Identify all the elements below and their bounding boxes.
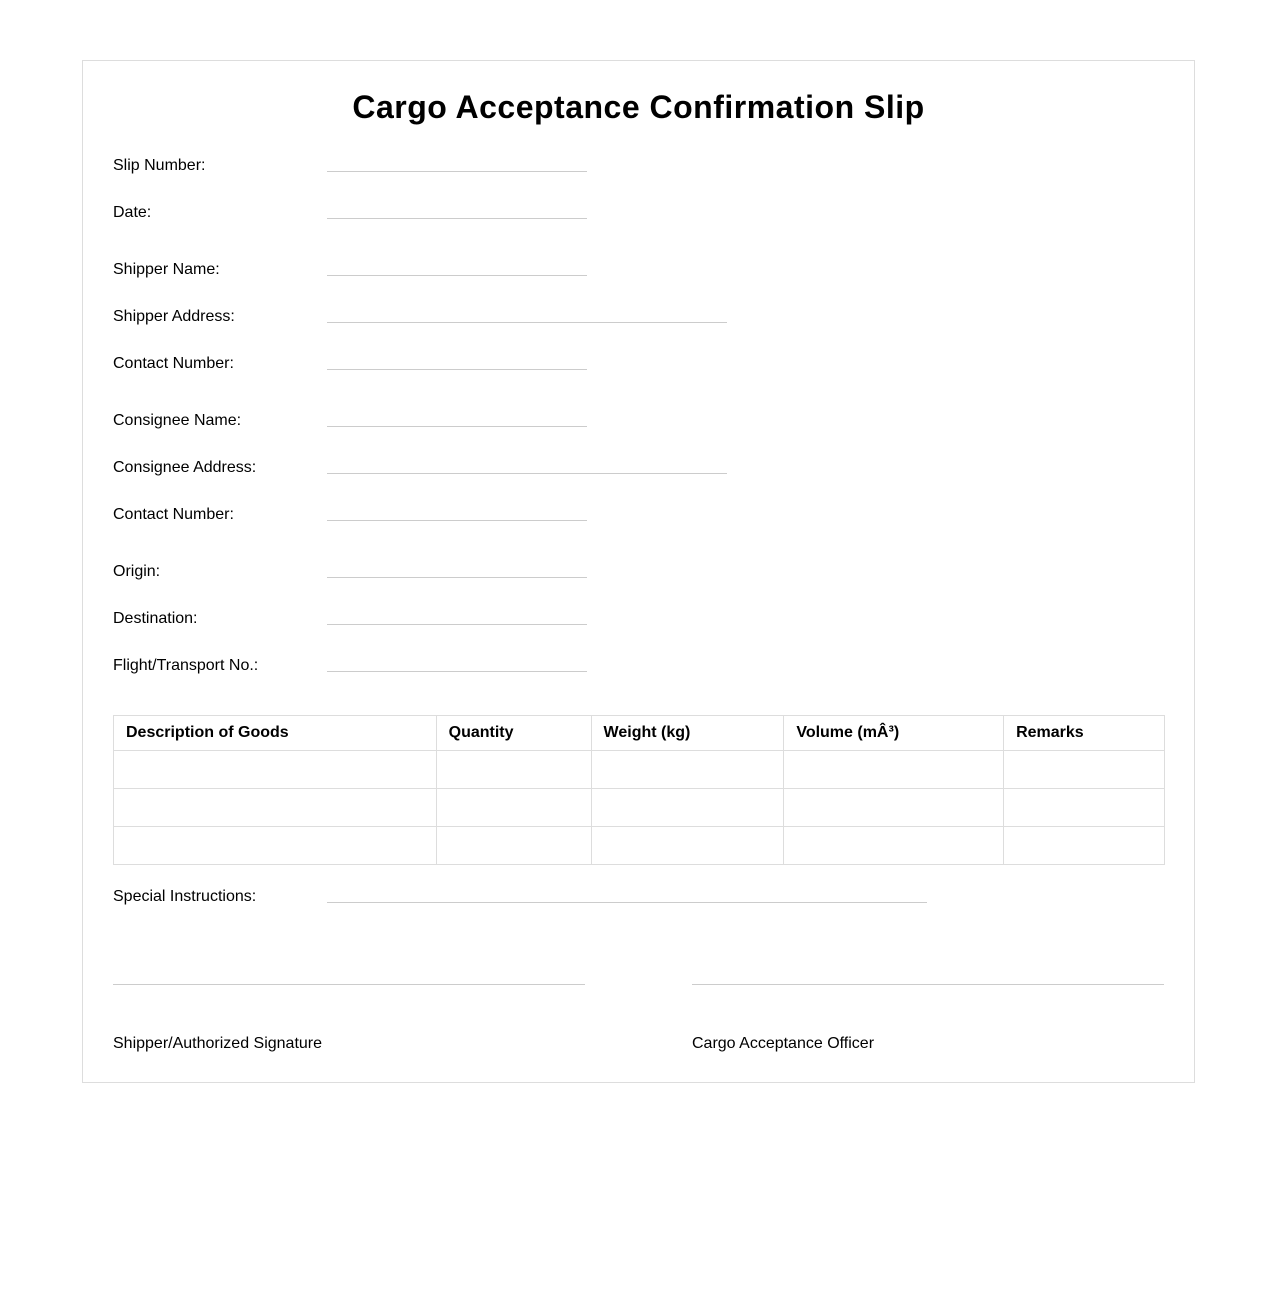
consignee-contact-input[interactable]	[327, 520, 587, 521]
consignee-address-input[interactable]	[327, 473, 727, 474]
table-row	[114, 789, 1165, 827]
header-remarks: Remarks	[1004, 716, 1165, 751]
flight-no-label: Flight/Transport No.:	[113, 657, 259, 674]
cell-quantity[interactable]	[436, 789, 591, 827]
cell-remarks[interactable]	[1004, 751, 1165, 789]
cell-weight[interactable]	[591, 827, 784, 865]
shipper-contact-input[interactable]	[327, 369, 587, 370]
consignee-address-label: Consignee Address:	[113, 459, 257, 476]
slip-number-input[interactable]	[327, 171, 587, 172]
table-header-row	[114, 716, 1165, 751]
cell-remarks[interactable]	[1004, 789, 1165, 827]
cell-quantity[interactable]	[436, 827, 591, 865]
officer-signature-label: Cargo Acceptance Officer	[692, 1035, 875, 1052]
officer-signature-line[interactable]	[692, 984, 1164, 985]
date-input[interactable]	[327, 218, 587, 219]
cell-remarks[interactable]	[1004, 827, 1165, 865]
cell-description[interactable]	[114, 751, 437, 789]
consignee-contact-label: Contact Number:	[113, 506, 234, 523]
table-row	[114, 751, 1165, 789]
shipper-name-label: Shipper Name:	[113, 261, 220, 278]
table-row	[114, 827, 1165, 865]
consignee-name-input[interactable]	[327, 426, 587, 427]
shipper-address-input[interactable]	[327, 322, 727, 323]
goods-table	[113, 715, 1165, 865]
date-label: Date:	[113, 204, 152, 221]
destination-label: Destination:	[113, 610, 198, 627]
shipper-name-input[interactable]	[327, 275, 587, 276]
cargo-slip-form	[82, 60, 1195, 1083]
cell-volume[interactable]	[784, 751, 1004, 789]
origin-label: Origin:	[113, 563, 161, 580]
cell-volume[interactable]	[784, 827, 1004, 865]
cell-weight[interactable]	[591, 751, 784, 789]
shipper-contact-label: Contact Number:	[113, 355, 234, 372]
slip-number-label: Slip Number:	[113, 157, 206, 174]
shipper-signature-line[interactable]	[113, 984, 585, 985]
flight-no-input[interactable]	[327, 671, 587, 672]
cell-description[interactable]	[114, 827, 437, 865]
cell-description[interactable]	[114, 789, 437, 827]
header-quantity: Quantity	[436, 716, 591, 751]
cell-quantity[interactable]	[436, 751, 591, 789]
header-description: Description of Goods	[114, 716, 437, 751]
page-title: Cargo Acceptance Confirmation Slip	[352, 89, 925, 125]
special-instructions-label: Special Instructions:	[113, 888, 257, 905]
shipper-signature-label: Shipper/Authorized Signature	[113, 1035, 323, 1052]
consignee-name-label: Consignee Name:	[113, 412, 242, 429]
cell-weight[interactable]	[591, 789, 784, 827]
special-instructions-input[interactable]	[327, 902, 927, 903]
destination-input[interactable]	[327, 624, 587, 625]
header-volume: Volume (mÂ³)	[784, 716, 1004, 751]
origin-input[interactable]	[327, 577, 587, 578]
header-weight: Weight (kg)	[591, 716, 784, 751]
shipper-address-label: Shipper Address:	[113, 308, 235, 325]
cell-volume[interactable]	[784, 789, 1004, 827]
